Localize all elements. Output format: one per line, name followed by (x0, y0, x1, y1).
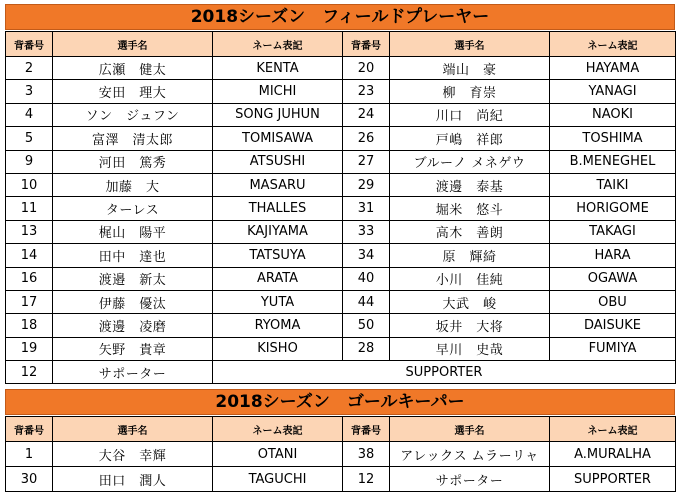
name-notation: ATSUSHI (213, 150, 343, 173)
player-number: 12 (6, 361, 53, 384)
name-notation: FUMIYA (550, 337, 676, 360)
player-name: ソン ジュフン (53, 103, 213, 126)
player-number: 44 (343, 290, 390, 313)
name-notation: KISHO (213, 337, 343, 360)
name-notation: OGAWA (550, 267, 676, 290)
player-name: 伊藤 優汰 (53, 290, 213, 313)
player-name: 大武 峻 (390, 290, 550, 313)
player-number: 2 (6, 57, 53, 80)
header-name-notation: ネーム表記 (550, 417, 676, 442)
player-number: 26 (343, 127, 390, 150)
supporter-row (6, 361, 676, 384)
table-row (6, 103, 676, 126)
name-notation: RYOMA (213, 314, 343, 337)
player-number: 17 (6, 290, 53, 313)
table-row (6, 150, 676, 173)
name-notation: TOSHIMA (550, 127, 676, 150)
player-name: 田口 潤人 (53, 467, 213, 492)
player-number: 5 (6, 127, 53, 150)
name-notation: A.MURALHA (550, 442, 676, 467)
header-row (6, 32, 676, 57)
player-name: 河田 篤秀 (53, 150, 213, 173)
header-player-name: 選手名 (390, 417, 550, 442)
name-notation: SONG JUHUN (213, 103, 343, 126)
player-name: サポーター (390, 467, 550, 492)
header-player-name: 選手名 (390, 32, 550, 57)
player-name: 小川 佳純 (390, 267, 550, 290)
player-number: 20 (343, 57, 390, 80)
goalkeepers-table (5, 416, 676, 492)
player-number: 1 (6, 442, 53, 467)
name-notation: TAGUCHI (213, 467, 343, 492)
player-number: 38 (343, 442, 390, 467)
player-name: ターレス (53, 197, 213, 220)
name-notation: TAKAGI (550, 220, 676, 243)
player-number: 50 (343, 314, 390, 337)
player-name: 原 輝綺 (390, 244, 550, 267)
table-row (6, 267, 676, 290)
field-players-title: 2018シーズン フィールドプレーヤー (5, 4, 675, 30)
player-name: 渡邉 新太 (53, 267, 213, 290)
player-name: 富澤 清太郎 (53, 127, 213, 150)
header-number: 背番号 (343, 417, 390, 442)
player-name: 渡邊 泰基 (390, 173, 550, 196)
player-number: 40 (343, 267, 390, 290)
name-notation: THALLES (213, 197, 343, 220)
table-row (6, 467, 676, 492)
player-number: 11 (6, 197, 53, 220)
header-name-notation: ネーム表記 (213, 32, 343, 57)
player-number: 10 (6, 173, 53, 196)
player-number: 34 (343, 244, 390, 267)
player-name: 早川 史哉 (390, 337, 550, 360)
player-name: 川口 尚紀 (390, 103, 550, 126)
player-number: 30 (6, 467, 53, 492)
player-number: 9 (6, 150, 53, 173)
player-name: 安田 理大 (53, 80, 213, 103)
table-row (6, 290, 676, 313)
player-number: 14 (6, 244, 53, 267)
name-notation: TAIKI (550, 173, 676, 196)
name-notation: B.MENEGHEL (550, 150, 676, 173)
player-name: 戸嶋 祥郎 (390, 127, 550, 150)
player-number: 24 (343, 103, 390, 126)
header-number: 背番号 (6, 417, 53, 442)
player-number: 13 (6, 220, 53, 243)
player-name: 高木 善朗 (390, 220, 550, 243)
name-notation: HARA (550, 244, 676, 267)
player-name: 坂井 大将 (390, 314, 550, 337)
player-name: 広瀬 健太 (53, 57, 213, 80)
header-player-name: 選手名 (53, 417, 213, 442)
table-row (6, 173, 676, 196)
name-notation: TOMISAWA (213, 127, 343, 150)
header-row (6, 417, 676, 442)
table-row (6, 442, 676, 467)
player-number: 23 (343, 80, 390, 103)
name-notation: MICHI (213, 80, 343, 103)
name-notation: YANAGI (550, 80, 676, 103)
player-name: 大谷 幸輝 (53, 442, 213, 467)
name-notation: HORIGOME (550, 197, 676, 220)
goalkeepers-title: 2018シーズン ゴールキーパー (5, 389, 675, 415)
header-player-name: 選手名 (53, 32, 213, 57)
table-row (6, 80, 676, 103)
player-number: 4 (6, 103, 53, 126)
player-number: 18 (6, 314, 53, 337)
field-players-table (5, 31, 676, 384)
table-row (6, 220, 676, 243)
player-number: 29 (343, 173, 390, 196)
player-name: ブルーノ メネゲウ (390, 150, 550, 173)
header-number: 背番号 (343, 32, 390, 57)
table-row (6, 57, 676, 80)
table-row (6, 197, 676, 220)
table-row (6, 337, 676, 360)
table-row (6, 314, 676, 337)
name-notation: KENTA (213, 57, 343, 80)
name-notation: MASARU (213, 173, 343, 196)
player-name: 矢野 貴章 (53, 337, 213, 360)
name-notation: NAOKI (550, 103, 676, 126)
player-number: 3 (6, 80, 53, 103)
name-notation: SUPPORTER (213, 361, 676, 384)
name-notation: YUTA (213, 290, 343, 313)
player-number: 19 (6, 337, 53, 360)
player-number: 28 (343, 337, 390, 360)
player-number: 33 (343, 220, 390, 243)
name-notation: HAYAMA (550, 57, 676, 80)
header-number: 背番号 (6, 32, 53, 57)
name-notation: OBU (550, 290, 676, 313)
player-name: 田中 達也 (53, 244, 213, 267)
player-number: 16 (6, 267, 53, 290)
player-number: 31 (343, 197, 390, 220)
name-notation: ARATA (213, 267, 343, 290)
player-number: 12 (343, 467, 390, 492)
player-name: サポーター (53, 361, 213, 384)
table-row (6, 244, 676, 267)
player-number: 27 (343, 150, 390, 173)
table-row (6, 127, 676, 150)
name-notation: SUPPORTER (550, 467, 676, 492)
player-name: 柳 育崇 (390, 80, 550, 103)
player-name: 堀米 悠斗 (390, 197, 550, 220)
player-name: 端山 豪 (390, 57, 550, 80)
player-name: 加藤 大 (53, 173, 213, 196)
header-name-notation: ネーム表記 (550, 32, 676, 57)
player-name: 梶山 陽平 (53, 220, 213, 243)
name-notation: KAJIYAMA (213, 220, 343, 243)
name-notation: DAISUKE (550, 314, 676, 337)
name-notation: TATSUYA (213, 244, 343, 267)
player-name: 渡邊 凌磨 (53, 314, 213, 337)
player-name: アレックス ムラーリャ (390, 442, 550, 467)
header-name-notation: ネーム表記 (213, 417, 343, 442)
name-notation: OTANI (213, 442, 343, 467)
